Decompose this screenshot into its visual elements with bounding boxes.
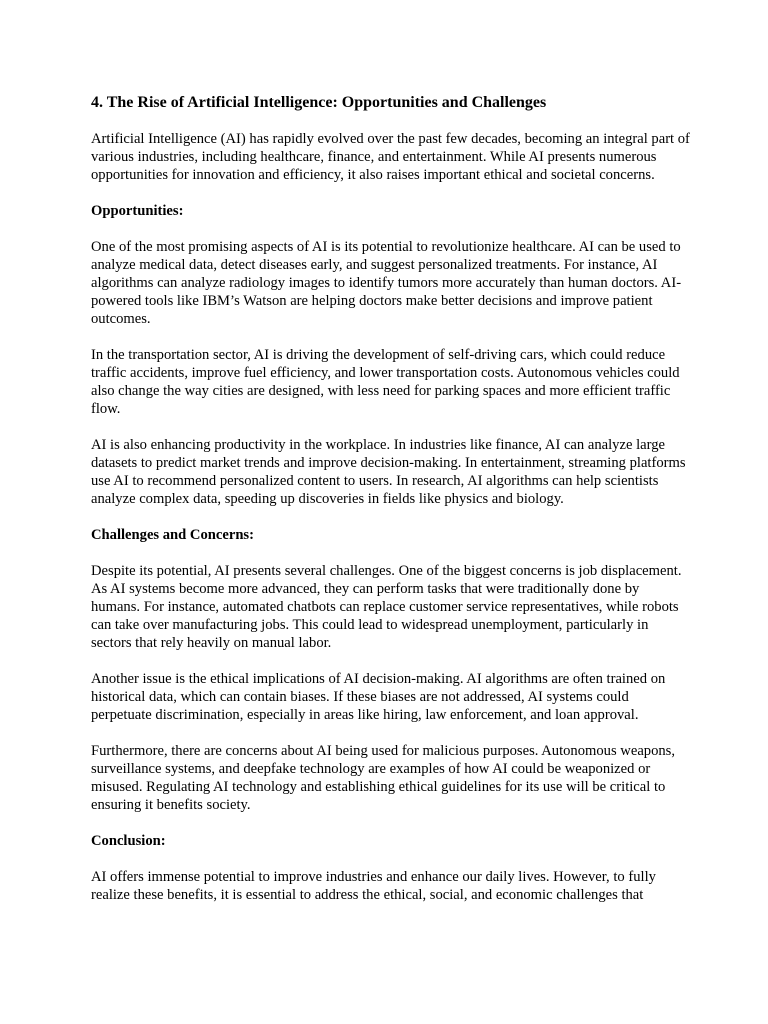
opportunities-heading: Opportunities: [91,203,184,219]
challenges-heading: Challenges and Concerns: [91,527,254,543]
challenges-paragraph-ethics: Another issue is the ethical implications of AI decision-making. AI algorithms are often trained on historical data, which can contain biases. If these biases are not addressed, AI systems could perpetuate discrimination, especially in areas like hiring, law enforcement, and loan approval. [91,671,666,723]
challenges-paragraph-jobs: Despite its potential, AI presents several challenges. One of the biggest concerns is job displacement. As AI systems become more advanced, they can perform tasks that were traditionally done by humans. For instance, automated chatbots can replace customer service representatives, while robots can take over manufacturing jobs. This could lead to widespread unemployment, particularly in sectors that rely heavily on manual labor. [91,563,682,651]
intro-paragraph: Artificial Intelligence (AI) has rapidly evolved over the past few decades, becoming an integral part of various industries, including healthcare, finance, and entertainment. While AI presents numerous opportunities for innovation and efficiency, it also raises important ethical and societal concerns. [91,131,690,183]
document-title: 4. The Rise of Artificial Intelligence: Opportunities and Challenges [91,94,547,111]
opportunities-paragraph-transportation: In the transportation sector, AI is driving the development of self-driving cars, which could reduce traffic accidents, improve fuel efficiency, and lower transportation costs. Autonomous vehicles could also change the way cities are designed, with less need for parking spaces and more efficient traffic flow. [91,347,680,417]
document-page [91,92,691,922]
conclusion-heading: Conclusion: [91,833,166,849]
challenges-paragraph-malicious: Furthermore, there are concerns about AI being used for malicious purposes. Autonomous weapons, surveillance systems, and deepfake technology are examples of how AI could be weaponized or misused. Regulating AI technology and establishing ethical guidelines for its use will be critical to ensuring it benefits society. [91,743,676,813]
conclusion-paragraph: AI offers immense potential to improve industries and enhance our daily lives. However, to fully realize these benefits, it is essential to address the ethical, social, and economic challenges that [91,869,656,903]
opportunities-paragraph-productivity: AI is also enhancing productivity in the workplace. In industries like finance, AI can analyze large datasets to predict market trends and improve decision-making. In entertainment, streaming platforms use AI to recommend personalized content to users. In research, AI algorithms can help scientists analyze complex data, speeding up discoveries in fields like physics and biology. [91,437,686,507]
opportunities-paragraph-healthcare: One of the most promising aspects of AI is its potential to revolutionize healthcare. AI can be used to analyze medical data, detect diseases early, and suggest personalized treatments. For instance, AI algorithms can analyze radiology images to identify tumors more accurately than human doctors. AI-powered tools like IBM’s Watson are helping doctors make better decisions and improve patient outcomes. [91,239,682,327]
